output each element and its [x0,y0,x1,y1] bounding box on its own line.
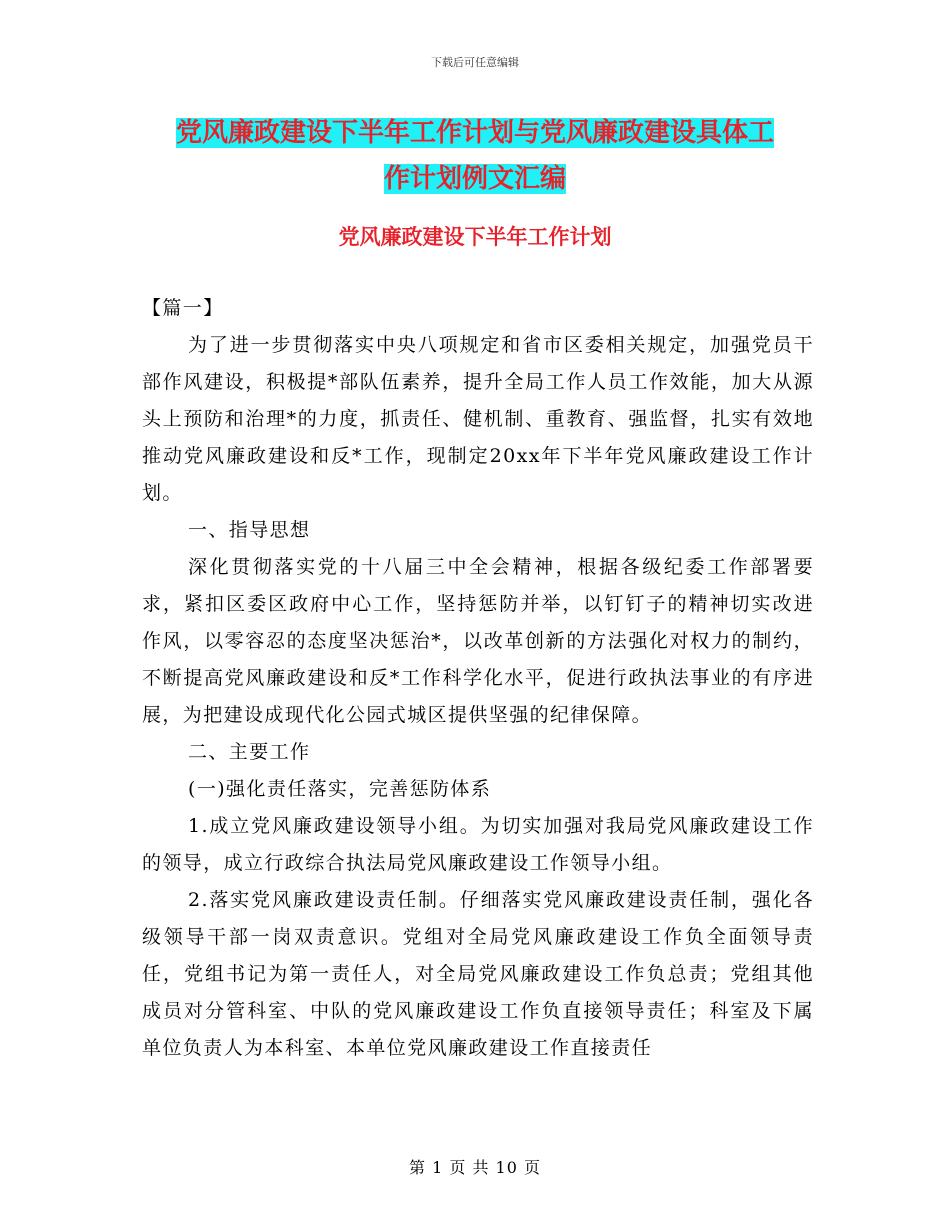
heading-guiding-ideology: 一、指导思想 [188,519,311,541]
paragraph: 2.落实党风廉政建设责任制。仔细落实党风廉政建设责任制，强化各级领导干部一岗双责意识。党组对全局党风廉政建设工作负全面领导责任，党组书记为第一责任人，对全局党风廉政建设工作负总责；党组其他成员对分管科室、中队的党风廉政建设工作负直接领导责任；科室及下属单位负责人为本科室、本单位党风廉政建设工作直接责任 [142,889,814,1059]
paragraph: 1.成立党风廉政建设领导小组。为切实加强对我局党风廉政建设工作的领导，成立行政综合执法局党风廉政建设工作领导小组。 [142,815,814,874]
section-title: 党风廉政建设下半年工作计划 [338,225,612,249]
chapter-label: 【篇一】 [142,297,224,319]
document-title-line-2: 作计划例文汇编 [383,164,566,194]
document-title-line-1: 党风廉政建设下半年工作计划与党风廉政建设具体工 [175,118,774,148]
paragraph: 为了进一步贯彻落实中央八项规定和省市区委相关规定，加强党员干部作风建设，积极提*部队伍素养，提升全局工作人员工作效能，加大从源头上预防和治理*的力度，抓责任、健机制、重教育、强监督，扎实有效地推动党风廉政建设和反*工作，现制定20xx年下半年党风廉政建设工作计划。 [142,334,814,504]
heading-main-work: 二、主要工作 [188,741,311,763]
document-title [140,110,810,202]
subheading: (一)强化责任落实，完善惩防体系 [188,778,492,800]
document-body [142,290,814,1067]
paragraph: 深化贯彻落实党的十八届三中全会精神，根据各级纪委工作部署要求，紧扣区委区政府中心工作，坚持惩防并举，以钉钉子的精神切实改进作风，以零容忍的态度坚决惩治*，以改革创新的方法强化对权力的制约，不断提高党风廉政建设和反*工作科学化水平，促进行政执法事业的有序进展，为把建设成现代化公园式城区提供坚强的纪律保障。 [142,556,814,726]
page-footer: 第 1 页 共 10 页 [409,1158,541,1177]
header-note: 下载后可任意编辑 [431,56,519,69]
